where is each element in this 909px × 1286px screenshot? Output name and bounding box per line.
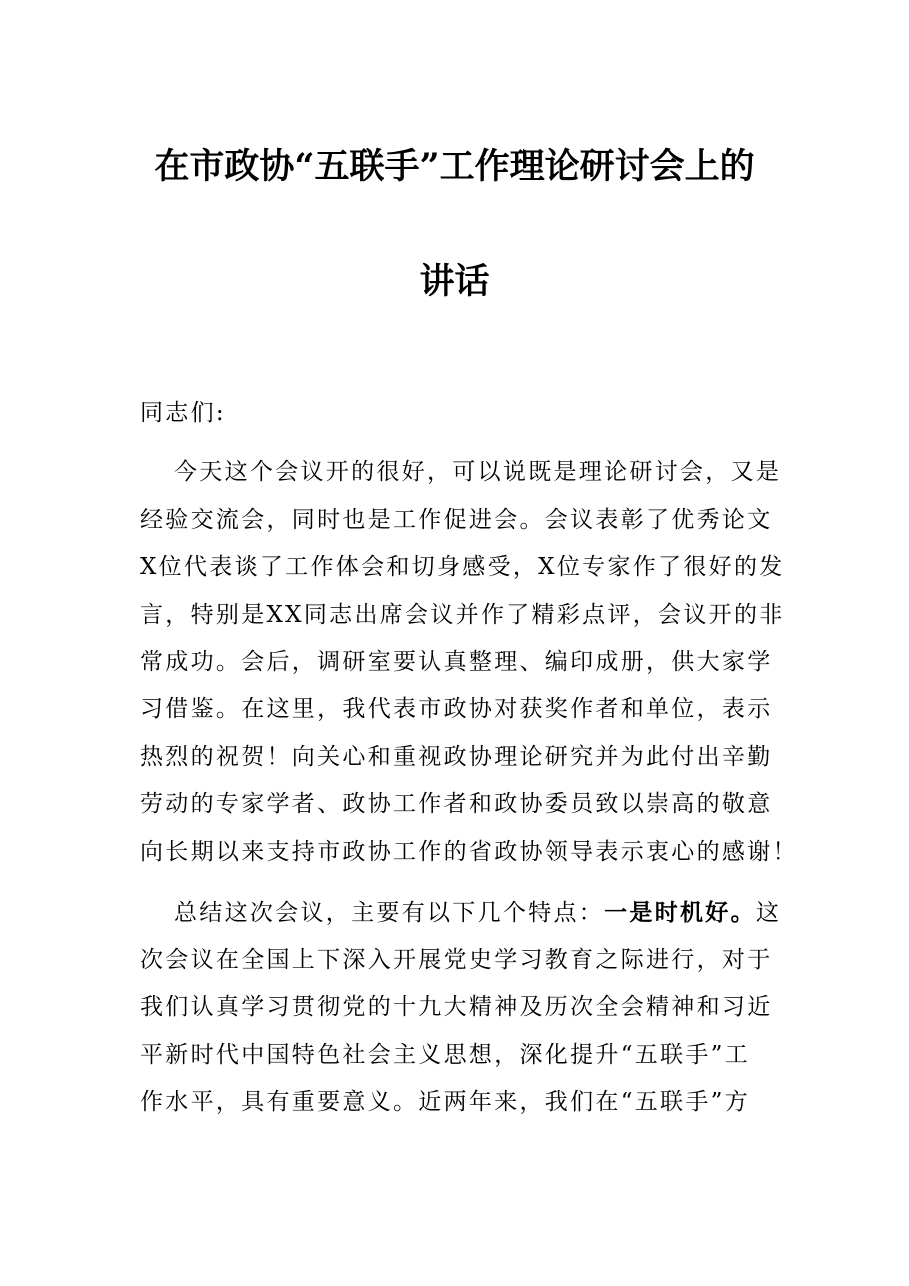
paragraph-1-line-6: 习借鉴。在这里，我代表市政协对获奖作者和单位，表示 [140,696,773,722]
paragraph-2-line-3: 我们认真学习贯彻党的十九大精神及历次全会精神和习近 [140,994,773,1020]
paragraph-1-line-9: 向长期以来支持市政协工作的省政协领导表示衷心的感谢！ [140,839,798,865]
document-title-line-1: 在市政协“五联手”工作理论研讨会上的 [154,146,755,187]
paragraph-2-continuation: 这 [755,900,782,926]
document-title-line-2: 讲话 [419,261,490,302]
paragraph-2-line-2: 次会议在全国上下深入开展党史学习教育之际进行，对于 [140,947,773,973]
paragraph-2-line-4: 平新时代中国特色社会主义思想，深化提升“五联手”工 [140,1042,751,1068]
paragraph-1-line-8: 劳动的专家学者、政协工作者和政协委员致以崇高的敬意 [140,791,773,817]
paragraph-1-line-7: 热烈的祝贺！向关心和重视政协理论研究并为此付出辛勤 [140,744,773,770]
paragraph-2-line-1 [174,898,782,928]
salutation: 同志们: [140,400,226,426]
paragraph-1-line-4: 言，特别是XX同志出席会议并作了精彩点评，会议开的非 [140,602,785,628]
paragraph-1-line-3: X位代表谈了工作体会和切身感受，X位专家作了很好的发 [140,554,785,580]
paragraph-1-line-5: 常成功。会后，调研室要认真整理、编印成册，供大家学 [140,649,773,675]
paragraph-1-line-1: 今天这个会议开的很好，可以说既是理论研讨会，又是 [174,459,782,485]
paragraph-2-intro: 总结这次会议，主要有以下几个特点： [174,900,605,926]
paragraph-1-line-2: 经验交流会，同时也是工作促进会。会议表彰了优秀论文 [140,507,773,533]
point-one-heading: 一是时机好。 [604,899,756,926]
paragraph-2-line-5: 作水平，具有重要意义。近两年来，我们在“五联手”方 [140,1089,751,1115]
